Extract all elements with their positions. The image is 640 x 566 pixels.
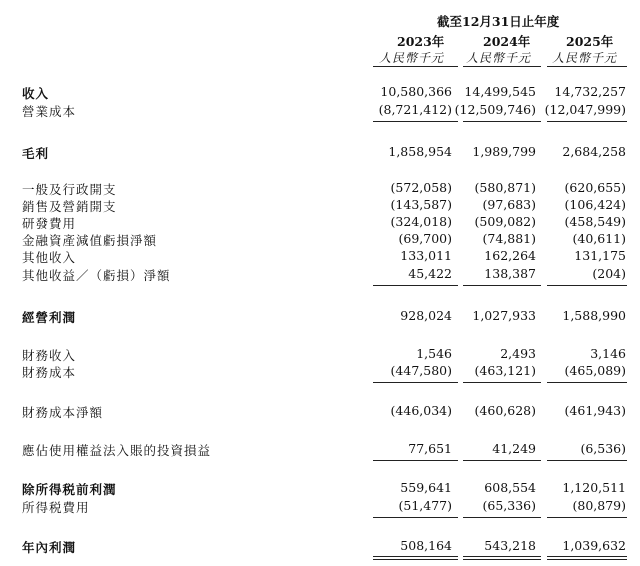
unit-2025: 人民幣千元 <box>552 51 618 65</box>
row-label: 所得税費用 <box>22 500 90 515</box>
value-2025: 1,039,632 <box>562 538 626 553</box>
value-2024: 41,249 <box>492 441 536 456</box>
table-row-other-income <box>0 248 640 264</box>
value-2023: (324,018) <box>390 214 452 229</box>
total-double-line <box>373 559 458 560</box>
row-label: 經營利潤 <box>22 310 77 325</box>
subtotal-line <box>547 285 627 286</box>
row-label: 銷售及營銷開支 <box>22 199 117 214</box>
row-label: 收入 <box>22 86 50 101</box>
year-2024-header: 2024年 <box>483 34 531 49</box>
value-2023: (143,587) <box>390 197 452 212</box>
table-row-income-tax <box>0 498 640 514</box>
table-row-rd-expenses <box>0 214 640 230</box>
year-2023-header: 2023年 <box>397 34 445 49</box>
row-label: 其他收入 <box>22 250 77 265</box>
row-label: 營業成本 <box>22 104 77 119</box>
value-2024: (65,336) <box>482 498 536 513</box>
subtotal-line <box>463 460 541 461</box>
table-row-other-gains-losses <box>0 266 640 282</box>
table-row-net-finance-costs <box>0 403 640 419</box>
total-double-line <box>463 559 541 560</box>
row-label: 年內利潤 <box>22 540 77 555</box>
value-2023: (8,721,412) <box>378 102 452 117</box>
value-2023: 928,024 <box>400 308 452 323</box>
value-2024: (509,082) <box>474 214 536 229</box>
value-2025: (461,943) <box>564 403 626 418</box>
table-row-impairment-losses <box>0 231 640 247</box>
table-row-revenue <box>0 84 640 100</box>
value-2025: 14,732,257 <box>554 84 626 99</box>
total-double-line <box>547 559 627 560</box>
value-2023: (447,580) <box>390 363 452 378</box>
value-2023: (51,477) <box>398 498 452 513</box>
value-2025: 1,588,990 <box>562 308 626 323</box>
subtotal-line <box>463 382 541 383</box>
total-double-line <box>547 556 627 557</box>
value-2023: 77,651 <box>408 441 452 456</box>
value-2023: (446,034) <box>390 403 452 418</box>
header-underline-2024 <box>463 66 541 67</box>
value-2025: (12,047,999) <box>544 102 626 117</box>
row-label: 其他收益／（虧損）淨額 <box>22 268 171 283</box>
value-2025: (80,879) <box>572 498 626 513</box>
value-2023: 508,164 <box>400 538 452 553</box>
value-2023: 45,422 <box>408 266 452 281</box>
value-2024: 543,218 <box>484 538 536 553</box>
unit-2024: 人民幣千元 <box>466 51 532 65</box>
subtotal-line <box>463 285 541 286</box>
value-2023: 1,546 <box>416 346 452 361</box>
table-row-finance-income <box>0 346 640 362</box>
row-label: 一般及行政開支 <box>22 182 117 197</box>
unit-2023: 人民幣千元 <box>379 51 445 65</box>
value-2024: 1,989,799 <box>472 144 536 159</box>
value-2024: (97,683) <box>482 197 536 212</box>
subtotal-line <box>373 285 458 286</box>
value-2025: 131,175 <box>574 248 626 263</box>
value-2025: 1,120,511 <box>562 480 626 495</box>
value-2025: 2,684,258 <box>562 144 626 159</box>
value-2024: 162,264 <box>484 248 536 263</box>
table-row-gross-profit <box>0 144 640 160</box>
row-label: 除所得税前利潤 <box>22 482 117 497</box>
value-2024: (460,628) <box>474 403 536 418</box>
subtotal-line <box>373 121 458 122</box>
value-2025: 3,146 <box>590 346 626 361</box>
row-label: 研發費用 <box>22 216 77 231</box>
header-underline-2023 <box>373 66 458 67</box>
value-2024: (74,881) <box>482 231 536 246</box>
row-label: 應佔使用權益法入賬的投資損益 <box>22 443 212 458</box>
header-underline-2025 <box>547 66 627 67</box>
row-label: 財務成本淨額 <box>22 405 104 420</box>
value-2025: (458,549) <box>564 214 626 229</box>
value-2023: 133,011 <box>400 248 452 263</box>
row-label: 金融資產減值虧損淨額 <box>22 233 158 248</box>
value-2024: (12,509,746) <box>454 102 536 117</box>
row-label: 財務成本 <box>22 365 77 380</box>
value-2024: 2,493 <box>500 346 536 361</box>
value-2023: (69,700) <box>398 231 452 246</box>
value-2025: (465,089) <box>564 363 626 378</box>
value-2025: (620,655) <box>564 180 626 195</box>
subtotal-line <box>373 460 458 461</box>
table-row-selling-expenses <box>0 197 640 213</box>
subtotal-line <box>373 382 458 383</box>
subtotal-line <box>463 517 541 518</box>
table-row-profit-for-year <box>0 538 640 554</box>
value-2024: 608,554 <box>484 480 536 495</box>
value-2024: 14,499,545 <box>464 84 536 99</box>
table-row-profit-before-tax <box>0 480 640 496</box>
value-2024: 138,387 <box>484 266 536 281</box>
value-2025: (6,536) <box>580 441 626 456</box>
value-2023: (572,058) <box>390 180 452 195</box>
table-row-cost-of-sales <box>0 102 640 118</box>
subtotal-line <box>547 382 627 383</box>
subtotal-line <box>547 121 627 122</box>
value-2023: 1,858,954 <box>388 144 452 159</box>
period-header: 截至12月31日止年度 <box>437 14 560 29</box>
subtotal-line <box>547 460 627 461</box>
total-double-line <box>463 556 541 557</box>
row-label: 毛利 <box>22 146 50 161</box>
total-double-line <box>373 556 458 557</box>
row-label: 財務收入 <box>22 348 77 363</box>
table-row-share-of-investments <box>0 441 640 457</box>
subtotal-line <box>547 517 627 518</box>
year-2025-header: 2025年 <box>566 34 614 49</box>
table-row-finance-costs <box>0 363 640 379</box>
subtotal-line <box>373 517 458 518</box>
table-row-operating-profit <box>0 308 640 324</box>
value-2025: (106,424) <box>564 197 626 212</box>
value-2024: (463,121) <box>474 363 536 378</box>
value-2024: (580,871) <box>474 180 536 195</box>
table-row-admin-expenses <box>0 180 640 196</box>
subtotal-line <box>463 121 541 122</box>
value-2023: 559,641 <box>400 480 452 495</box>
value-2024: 1,027,933 <box>472 308 536 323</box>
value-2025: (40,611) <box>572 231 626 246</box>
value-2023: 10,580,366 <box>380 84 452 99</box>
value-2025: (204) <box>592 266 626 281</box>
